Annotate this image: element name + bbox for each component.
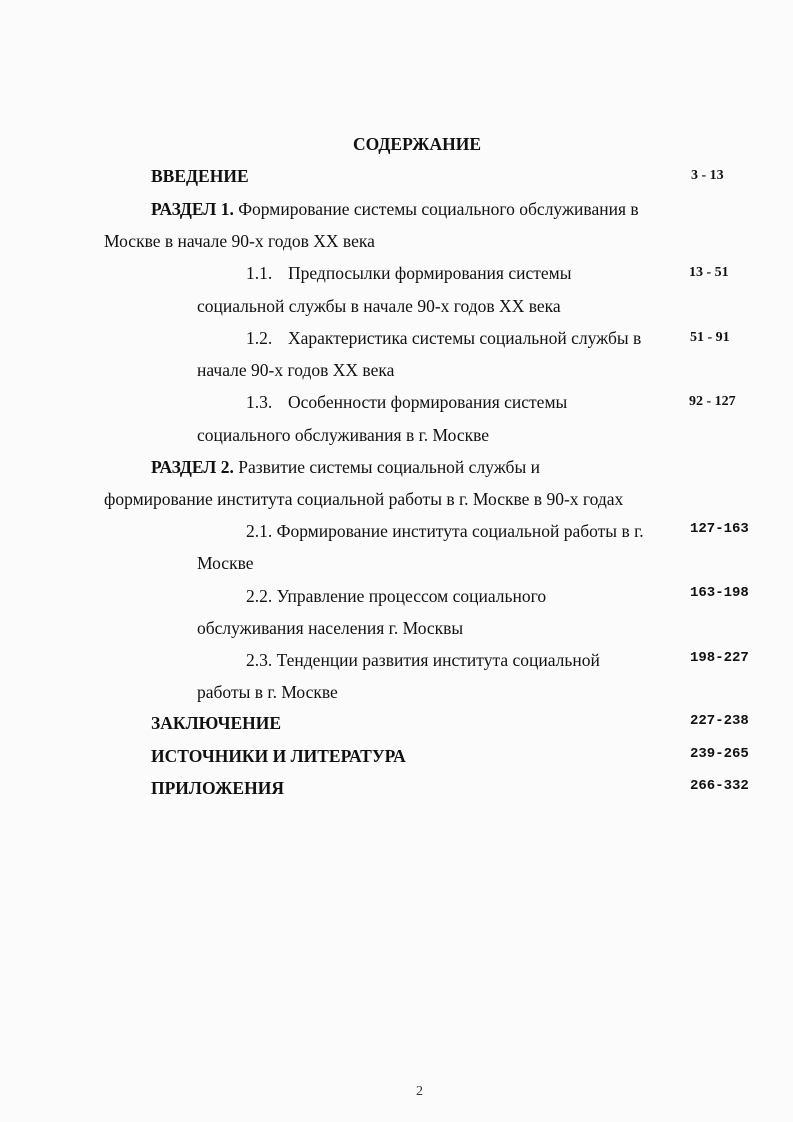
subentry-title-continued: социального обслуживания в г. Москве bbox=[197, 425, 490, 445]
subentry-title: Особенности формирования системы bbox=[288, 392, 568, 412]
subentry-number: 1.1. bbox=[246, 263, 273, 283]
subentry-number: 1.3. bbox=[246, 392, 273, 412]
subentry-line bbox=[246, 328, 641, 348]
section-label: РАЗДЕЛ 2. bbox=[151, 457, 234, 477]
section-title-continued: Москве в начале 90-х годов XX века bbox=[104, 231, 375, 251]
section-heading-line bbox=[151, 199, 639, 219]
toc-title: СОДЕРЖАНИЕ bbox=[353, 134, 482, 154]
entry-pages: 127-163 bbox=[690, 521, 749, 537]
subentry-title: Предпосылки формирования системы bbox=[288, 263, 572, 283]
subentry-title: 2.2. Управление процессом социального bbox=[246, 586, 547, 606]
section-heading-line bbox=[151, 457, 540, 477]
section-title: Развитие системы социальной службы и bbox=[238, 457, 540, 477]
subentry-line bbox=[246, 263, 572, 283]
subentry-title-continued: работы в г. Москве bbox=[197, 682, 338, 702]
section-label: РАЗДЕЛ 1. bbox=[151, 199, 234, 219]
subentry-title-continued: обслуживания населения г. Москвы bbox=[197, 618, 464, 638]
entry-pages: 13 - 51 bbox=[689, 265, 729, 280]
entry-pages: 227-238 bbox=[690, 713, 749, 729]
entry-pages: 3 - 13 bbox=[691, 168, 724, 183]
subentry-line bbox=[246, 392, 567, 412]
entry-pages: 92 - 127 bbox=[689, 394, 736, 409]
subentry-number: 1.2. bbox=[246, 328, 273, 348]
page-number: 2 bbox=[416, 1084, 423, 1099]
subentry-title: 2.1. Формирование института социальной работы в г. bbox=[246, 521, 644, 541]
entry-pages: 198-227 bbox=[690, 650, 749, 666]
subentry-title-continued: Москве bbox=[197, 553, 254, 573]
section-title-continued: формирование института социальной работы в г. Москве в 90-х годах bbox=[104, 489, 624, 509]
subentry-title: 2.3. Тенденции развития института социальной bbox=[246, 650, 600, 670]
entry-label: ВВЕДЕНИЕ bbox=[151, 166, 249, 186]
entry-pages: 239-265 bbox=[690, 746, 749, 762]
entry-pages: 51 - 91 bbox=[690, 330, 730, 345]
subentry-title: Характеристика системы социальной службы в bbox=[288, 328, 642, 348]
entry-pages: 266-332 bbox=[690, 778, 749, 794]
entry-label: ЗАКЛЮЧЕНИЕ bbox=[151, 713, 282, 733]
entry-label: ПРИЛОЖЕНИЯ bbox=[151, 778, 284, 798]
entry-pages: 163-198 bbox=[690, 585, 749, 601]
subentry-title-continued: начале 90-х годов XX века bbox=[197, 360, 395, 380]
entry-label: ИСТОЧНИКИ И ЛИТЕРАТУРА bbox=[151, 746, 406, 766]
subentry-title-continued: социальной службы в начале 90-х годов XX века bbox=[197, 296, 561, 316]
section-title: Формирование системы социального обслуживания в bbox=[238, 199, 639, 219]
